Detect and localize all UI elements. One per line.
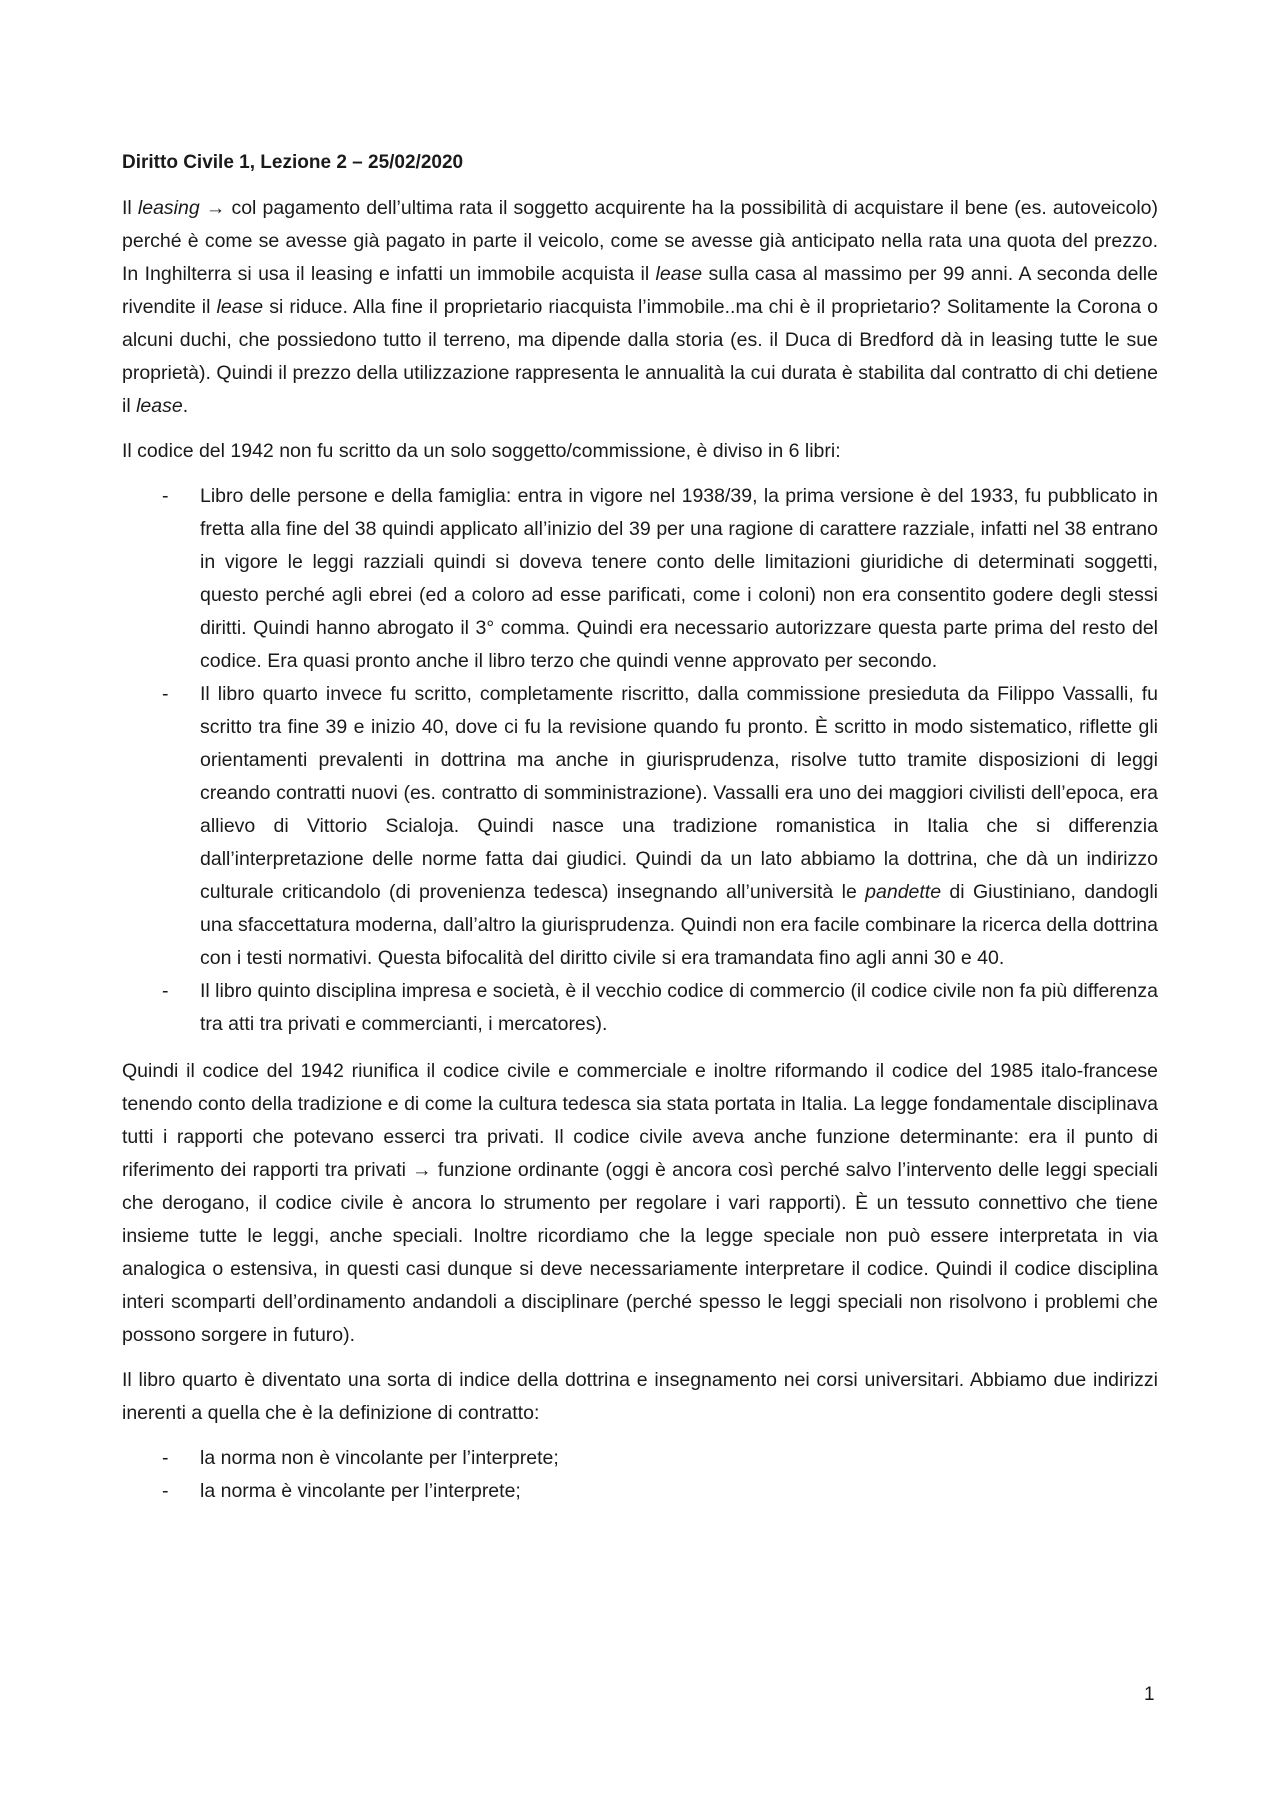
italic-term-lease: lease bbox=[216, 296, 264, 318]
paragraph-riunificazione bbox=[122, 1055, 1158, 1352]
list-libri bbox=[122, 480, 1158, 1041]
list-item-text: la norma non è vincolante per l’interprete; bbox=[200, 1447, 559, 1469]
italic-term-leasing: leasing bbox=[137, 197, 200, 219]
dash-bullet: - bbox=[162, 1480, 169, 1502]
list-indirizzi bbox=[122, 1442, 1158, 1508]
list-item bbox=[122, 1475, 1158, 1508]
list-item bbox=[122, 678, 1158, 975]
page-number: 1 bbox=[1144, 1684, 1155, 1705]
dash-bullet: - bbox=[162, 1447, 169, 1469]
paragraph-codice-1942: Il codice del 1942 non fu scritto da un solo soggetto/commissione, è diviso in 6 libri: bbox=[122, 440, 841, 462]
list-item bbox=[122, 975, 1158, 1041]
list-item bbox=[122, 480, 1158, 678]
text-run: funzione ordinante (oggi è ancora così perché salvo l’intervento delle leggi speciali che derogano, il codice civile è ancora lo strumento per regolare i vari rapporti). È un tessuto connettivo che tiene insieme tutte le leggi, anche speciali. Inoltre ricordiamo che la legge speciale non può essere interpretata in via analogica o estensiva, in questi casi dunque si deve necessariamente interpretare il codice. Quindi il codice disciplina interi scomparti dell’ordinamento andandoli a disciplinare (perché spesso le leggi speciali non risolvono i problemi che possono sorgere in futuro). bbox=[122, 1159, 1158, 1346]
list-item-text: Il libro quinto disciplina impresa e società, è il vecchio codice di commercio (il codice civile non fa più differenza tra atti tra privati e commercianti, i mercatores). bbox=[200, 980, 1158, 1035]
list-item bbox=[122, 1442, 1158, 1475]
italic-term-lease: lease bbox=[655, 263, 703, 285]
arrow-icon: → bbox=[405, 1159, 438, 1181]
document-body bbox=[122, 150, 1158, 1522]
text-run: . bbox=[182, 395, 189, 417]
list-item-text: di Giustiniano, dandogli una sfaccettatura moderna, dall’altro la giurisprudenza. Quindi non era facile combinare la ricerca della dottrina con i testi normativi. Questa bifocalità del diritto civile si era tramandata fino agli anni 30 e 40. bbox=[200, 881, 1158, 969]
dash-bullet: - bbox=[162, 980, 169, 1002]
text-run: Quindi il codice del 1942 riunifica il codice civile e commerciale e inoltre riformando il codice del 1985 italo-francese tenendo conto della tradizione e di come la cultura tedesca sia stata portata in Italia. La legge fondamentale disciplinava tutti i rapporti che potevano esserci tra privati. Il codice civile aveva anche funzione determinante: era il punto di riferimento dei rapporti tra privati bbox=[122, 1060, 1158, 1181]
dash-bullet: - bbox=[162, 485, 169, 507]
italic-term-lease: lease bbox=[136, 395, 183, 417]
paragraph-leasing bbox=[122, 192, 1158, 423]
text-run: Il bbox=[122, 197, 138, 219]
list-item-text: Il libro quarto invece fu scritto, completamente riscritto, dalla commissione presieduta da Filippo Vassalli, fu scritto tra fine 39 e inizio 40, dove ci fu la revisione quando fu pronto. È scritto in modo sistematico, riflette gli orientamenti prevalenti in dottrina ma anche in giurisprudenza, risolve tutto tramite disposizioni di leggi creando contratti nuovi (es. contratto di somministrazione). Vassalli era uno dei maggiori civilisti dell’epoca, era allievo di Vittorio Scialoja. Quindi nasce una tradizione romanistica in Italia che si differenzia dall’interpretazione delle norme fatta dai giudici. Quindi da un lato abbiamo la dottrina, che dà un indirizzo culturale criticandolo (di provenienza tedesca) insegnando all’università le bbox=[200, 683, 1158, 903]
paragraph-libro-quarto: Il libro quarto è diventato una sorta di indice della dottrina e insegnamento nei corsi universitari. Abbiamo due indirizzi inerenti a quella che è la definizione di contratto: bbox=[122, 1369, 1158, 1424]
page-title: Diritto Civile 1, Lezione 2 – 25/02/2020 bbox=[122, 152, 464, 173]
arrow-icon: → bbox=[199, 197, 232, 219]
dash-bullet: - bbox=[162, 683, 169, 705]
italic-term-pandette: pandette bbox=[865, 881, 942, 903]
list-item-text: la norma è vincolante per l’interprete; bbox=[200, 1480, 521, 1502]
list-item-text: Libro delle persone e della famiglia: entra in vigore nel 1938/39, la prima versione è del 1933, fu pubblicato in fretta alla fine del 38 quindi applicato all’inizio del 39 per una ragione di carattere razziale, infatti nel 38 entrano in vigore le leggi razziali quindi si doveva tenere conto delle limitazioni giuridiche di determinati soggetti, questo perché agli ebrei (ed a coloro ad esse parificati, come i coloni) non era consentito godere degli stessi diritti. Quindi hanno abrogato il 3° comma. Quindi era necessario autorizzare questa parte prima del resto del codice. Era quasi pronto anche il libro terzo che quindi venne approvato per secondo. bbox=[200, 485, 1158, 672]
text-run: col pagamento dell’ultima rata il soggetto acquirente ha la possibilità di acquistare il bene (es. autoveicolo) perché è come se avesse già pagato in parte il veicolo, come se avesse già anticipato nella rata una quota del prezzo. In Inghilterra si usa il leasing e infatti un immobile acquista il bbox=[122, 197, 1159, 285]
text-run: sulla casa al massimo per 99 anni. A seconda delle rivendite il bbox=[122, 263, 1158, 318]
text-run: si riduce. Alla fine il proprietario riacquista l’immobile..ma chi è il proprietario? Solitamente la Corona o alcuni duchi, che possiedono tutto il terreno, ma dipende dalla storia (es. il Duca di Bredford dà in leasing tutte le sue proprietà). Quindi il prezzo della utilizzazione rappresenta le annualità la cui durata è stabilita dal contratto di chi detiene il bbox=[122, 296, 1158, 417]
